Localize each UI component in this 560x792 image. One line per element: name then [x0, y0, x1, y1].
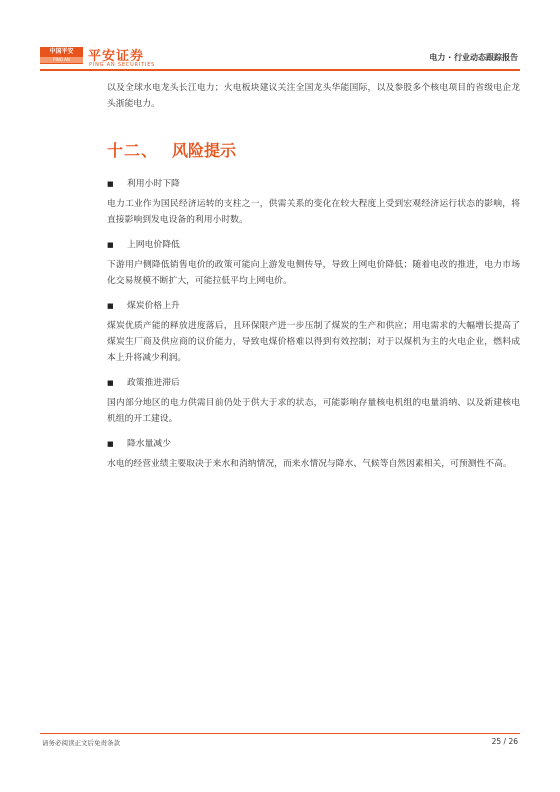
risk-item [107, 238, 520, 289]
logo-subtext: PING AN [40, 57, 83, 63]
page-number: 25 / 26 [491, 737, 518, 746]
square-bullet-icon: ■ [107, 379, 114, 387]
header-divider [40, 69, 520, 71]
risk-item [107, 177, 520, 228]
square-bullet-icon: ■ [107, 440, 114, 448]
square-bullet-icon: ■ [107, 180, 114, 188]
company-logo [40, 47, 83, 64]
logo-text: 中国平安 [49, 48, 74, 55]
risk-item [107, 437, 520, 472]
risk-body: 电力工业作为国民经济运转的支柱之一，供需关系的变化在较大程度上受到宏观经济运行状态的影响，将直接影响到发电设备的利用小时数。 [107, 199, 520, 225]
section-title: 风险提示 [172, 141, 237, 160]
report-type: 电力 · 行业动态跟踪报告 [429, 53, 518, 62]
intro-paragraph: 以及全球水电龙头长江电力；火电板块建议关注全国龙头华能国际，以及参股多个核电项目的省级电企龙头浙能电力。 [107, 83, 520, 109]
risk-title: 煤炭价格上升 [127, 301, 180, 311]
main-content [107, 80, 520, 482]
disclaimer-note: 请务必阅读正文后免责条款 [42, 739, 120, 747]
brand-name: 平安证券 [88, 49, 145, 64]
risk-body: 下游用户侧降低销售电价的政策可能向上游发电侧传导，导致上网电价降低；随着电改的推进，电力市场化交易规模不断扩大，可能拉低平均上网电价。 [107, 260, 520, 286]
risk-title: 上网电价降低 [127, 240, 180, 250]
risk-body: 国内部分地区的电力供需目前仍处于供大于求的状态，可能影响存量核电机组的电量消纳、以及新建核电机组的开工建设。 [107, 398, 520, 424]
risk-title: 利用小时下降 [127, 179, 180, 189]
risk-title: 降水量减少 [127, 439, 171, 449]
risk-item [107, 299, 520, 366]
risk-body: 水电的经营业绩主要取决于来水和消纳情况，而来水情况与降水、气候等自然因素相关，可预测性不高。 [107, 459, 512, 469]
section-number: 十二、 [107, 141, 159, 160]
risk-body: 煤炭优质产能的释放进度落后，且环保限产进一步压制了煤炭的生产和供应；用电需求的大幅增长提高了煤炭生厂商及供应商的议价能力，导致电煤价格难以得到有效控制；对于以煤机为主的火电企业，燃料成本上升将减少利润。 [107, 321, 520, 363]
square-bullet-icon: ■ [107, 241, 114, 249]
risk-title: 政策推进滞后 [127, 378, 180, 388]
footer-divider [40, 733, 520, 734]
square-bullet-icon: ■ [107, 302, 114, 310]
section-heading [107, 138, 520, 161]
brand-name-en: PING AN SECURITIES [89, 62, 156, 68]
risk-item [107, 376, 520, 427]
